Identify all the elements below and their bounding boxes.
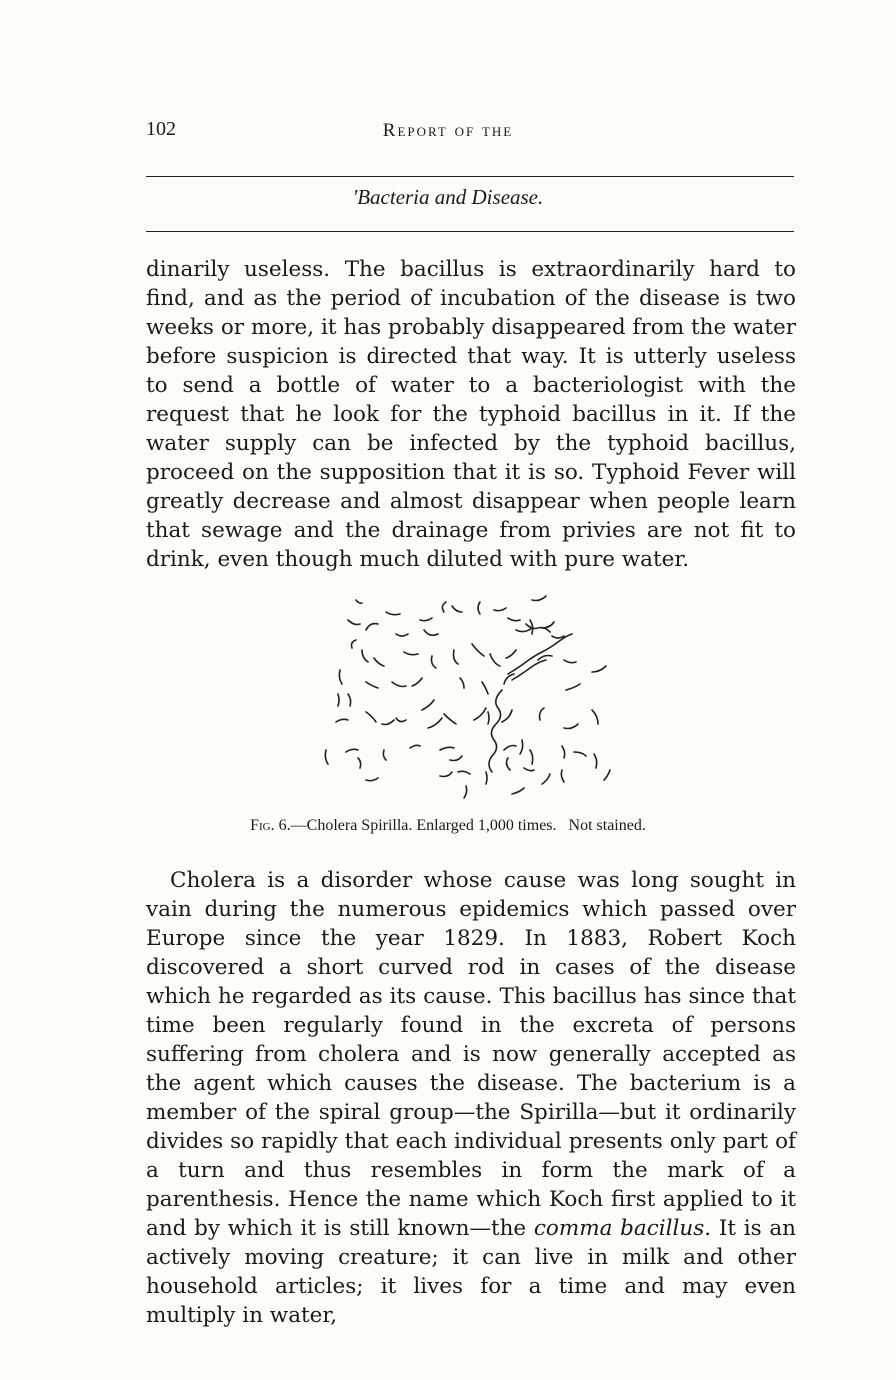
paragraph-cholera bbox=[146, 866, 796, 1330]
figure-caption bbox=[0, 817, 896, 835]
running-head: Report of the bbox=[382, 120, 514, 141]
figure-label: Fig. 6. bbox=[250, 817, 291, 834]
paragraph-typhoid: dinarily useless. The bacillus is extraordinarily hard to find, and as the period of incubation of the disease is two weeks or more, it has probably disappeared from the water before suspicion is directed that way. It is utterly useless to send a bottle of water to a bacteriologist with the request that he look for the typhoid bacillus in it. If the water supply can be infected by the typhoid bacillus, proceed on the supposition that it is so. Typhoid Fever will greatly decrease and almost disappear when people learn that sewage and the drainage from privies are not fit to drink, even though much diluted with pure water. bbox=[146, 257, 796, 572]
cholera-spirilla-illustration bbox=[312, 590, 632, 810]
comma-bacillus-term: comma bacillus. bbox=[533, 1216, 712, 1241]
paragraph-cholera-text: Cholera is a disorder whose cause was long sought in vain during the numerous epidemics which passed over Europe since the year 1829. In 1883, Robert Koch discovered a short curved rod in cases of the disease which he regarded as its cause. This bacillus has since that time been regularly found in the excreta of persons suffering from cholera and is now generally accepted as the agent which causes the disease. The bacterium is a member of the spiral group—the Spirilla—but it ordinarily divides so rapidly that each individual presents only part of a turn and thus resembles in form the mark of a parenthesis. Hence the name which Koch first applied to it and by which it is still known—the bbox=[146, 868, 796, 1241]
section-title: 'Bacteria and Disease. bbox=[352, 185, 544, 209]
page-number: 102 bbox=[146, 118, 176, 140]
header-rule-bottom bbox=[146, 231, 794, 232]
header-rule-top bbox=[146, 176, 794, 177]
figure-note: Not stained. bbox=[568, 817, 646, 834]
paragraph-cholera-text-end: It is an actively moving creature; it can live in milk and other household articles; it lives for a time and may even multiply in water, bbox=[146, 1216, 796, 1328]
figure-caption-text: —Cholera Spirilla. Enlarged 1,000 times. bbox=[290, 817, 557, 834]
